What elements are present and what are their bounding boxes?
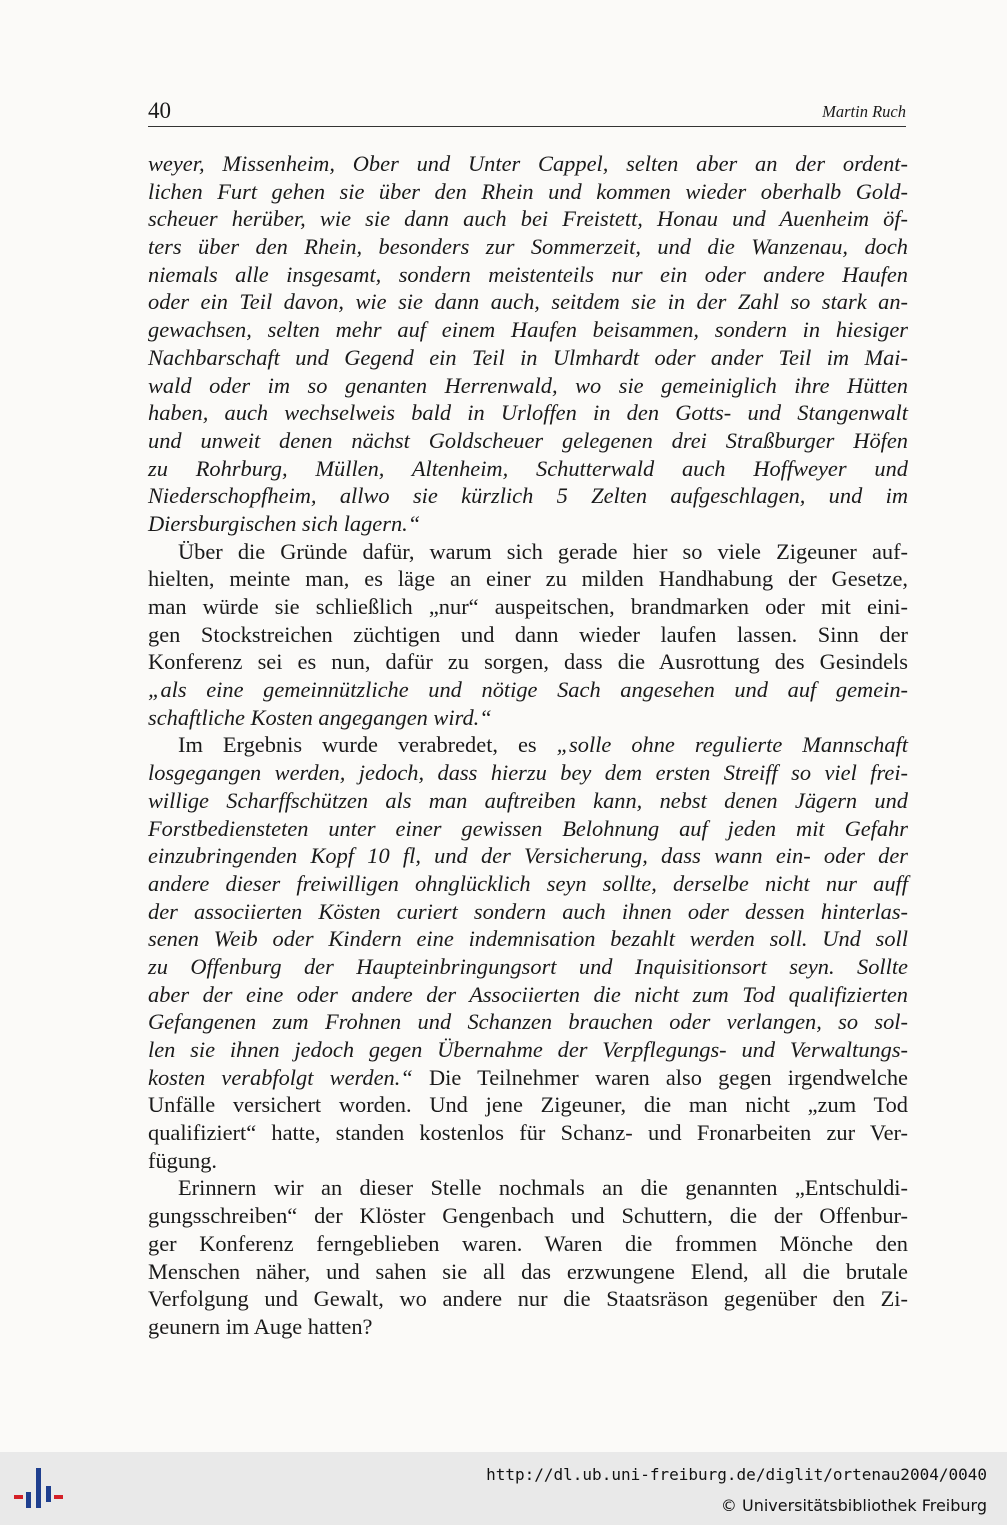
text-line: der associierten Kösten curiert sondern auch ihnen oder dessen hinterlas- [148,898,908,924]
text-line: oder ein Teil davon, wie sie dann auch, seitdem sie in der Zahl so stark an- [148,289,908,315]
text-line: gungsschreiben“ der Klöster Gengenbach und Schuttern, die der Offenbur- [148,1203,908,1229]
text-line: ger Konferenz ferngeblieben waren. Waren die frommen Mönche den [148,1230,908,1256]
text-line: Erinnern wir an dieser Stelle nochmals an die genannten „Entschuldi- [178,1175,908,1201]
text-line: fügung. [148,1147,218,1173]
text-line: len sie ihnen jedoch gegen Übernahme der Verpflegungs- und Verwaltungs- [148,1037,908,1062]
text-line: und unweit denen nächst Goldscheuer gelegenen drei Straßburger Höfen [148,427,908,453]
text-line: einzubringenden Kopf 10 fl, und der Versicherung, dass wann ein- oder der [148,843,908,869]
text-line: Verfolgung und Gewalt, wo andere nur die Staatsräson gegenüber den Zi- [148,1286,908,1312]
text-line: Unfälle versichert worden. Und jene Zigeuner, die man nicht „zum Tod [148,1092,908,1118]
quote-span: kosten verabfolgt werden.“ [148,1064,413,1090]
text-line: qualifiziert“ hatte, standen kostenlos für Schanz- und Fronarbeiten zur Ver- [148,1120,908,1146]
text-line: lichen Furt gehen sie über den Rhein und kommen wieder oberhalb Gold- [148,178,908,204]
text-line: Forstbediensteten unter einer gewissen Belohnung auf jeden mit Gefahr [148,815,908,841]
text-line: geunern im Auge hatten? [148,1313,373,1339]
text-line: Menschen näher, und sahen sie all das erzwungene Elend, all die brutale [148,1258,908,1284]
text-line-mixed [148,731,908,759]
text-line: Über die Gründe dafür, warum sich gerade hier so viele Zigeuner auf- [178,538,908,564]
text-line: weyer, Missenheim, Ober und Unter Cappel, selten aber an der ordent- [148,151,908,176]
text-line: senen Weib oder Kindern eine indemnisation bezahlt werden soll. Und soll [148,926,908,952]
text-line: ters über den Rhein, besonders zur Sommerzeit, und die Wanzenau, doch [148,234,908,260]
text-line: Nachbarschaft und Gegend ein Teil in Ulmhardt oder ander Teil im Mai- [148,344,908,370]
text-line: gen Stockstreichen züchtigen und dann wieder laufen lassen. Sinn der [148,621,908,647]
text-line: Gefangenen zum Frohnen und Schanzen brauchen oder verlangen, so sol- [148,1009,908,1035]
page-header [148,96,906,127]
text-line: gewachsen, selten mehr auf einem Haufen beisammen, sondern in hiesiger [148,317,908,343]
text-line: Konferenz sei es nun, dafür zu sorgen, dass die Ausrottung des Gesindels [148,649,908,675]
text-line: andere dieser freiwilligen ohnglücklich seyn sollte, derselbe nicht nur auff [148,870,908,896]
text-line: Diersburgischen sich lagern.“ [148,510,421,536]
text-line: zu Offenburg der Haupteinbringungsort und Inquisitionsort seyn. Sollte [148,953,908,979]
body-text [148,150,908,1341]
viewer-footer [0,1452,1007,1525]
text-line: willige Scharffschützen als man auftreiben kann, nebst denen Jägern und [148,787,908,813]
text-line: zu Rohrburg, Müllen, Altenheim, Schutterwald auch Hoffweyer und [148,455,908,481]
quote-span: „solle ohne regulierte Mannschaft [556,732,908,758]
text-line: schaftliche Kosten angegangen wird.“ [148,704,492,730]
running-head-author: Martin Ruch [822,102,906,121]
text-line: haben, auch wechselweis bald in Urloffen in den Gotts- und Stangenwalt [148,400,908,426]
text-line: wald oder im so genanten Herrenwald, wo sie gemeiniglich ihre Hütten [148,372,908,398]
text-span: Im Ergebnis wurde verabredet, es [178,732,557,758]
document-url-link[interactable]: http://dl.ub.uni-freiburg.de/diglit/ortenau2004/0040 [486,1465,987,1484]
text-line: „als eine gemeinnützliche und nötige Sach angesehen und auf gemein- [148,677,908,703]
text-line: Niederschopfheim, allwo sie kürzlich 5 Zelten aufgeschlagen, und im [148,483,908,509]
copyright-notice: © Universitätsbibliothek Freiburg [720,1496,987,1515]
ub-freiburg-logo-icon [12,1464,66,1514]
text-line: niemals alle insgesamt, sondern meistenteils nur ein oder andere Haufen [148,261,908,287]
text-span: Die Teilnehmer waren also gegen irgendwelche [412,1064,908,1090]
text-line: hielten, meinte man, es läge an einer zu milden Handhabung der Gesetze, [148,566,908,592]
page-number: 40 [148,98,171,123]
text-line: scheuer herüber, wie sie dann auch bei Freistett, Honau und Auenheim öf- [148,206,908,232]
text-line: aber der eine oder andere der Associierten die nicht zum Tod qualifizierten [148,981,908,1007]
text-line-mixed [148,1064,908,1092]
text-line: man würde sie schließlich „nur“ auspeitschen, brandmarken oder mit eini- [148,594,908,619]
text-line: losgegangen werden, jedoch, dass hierzu bey dem ersten Streiff so viel frei- [148,760,908,786]
